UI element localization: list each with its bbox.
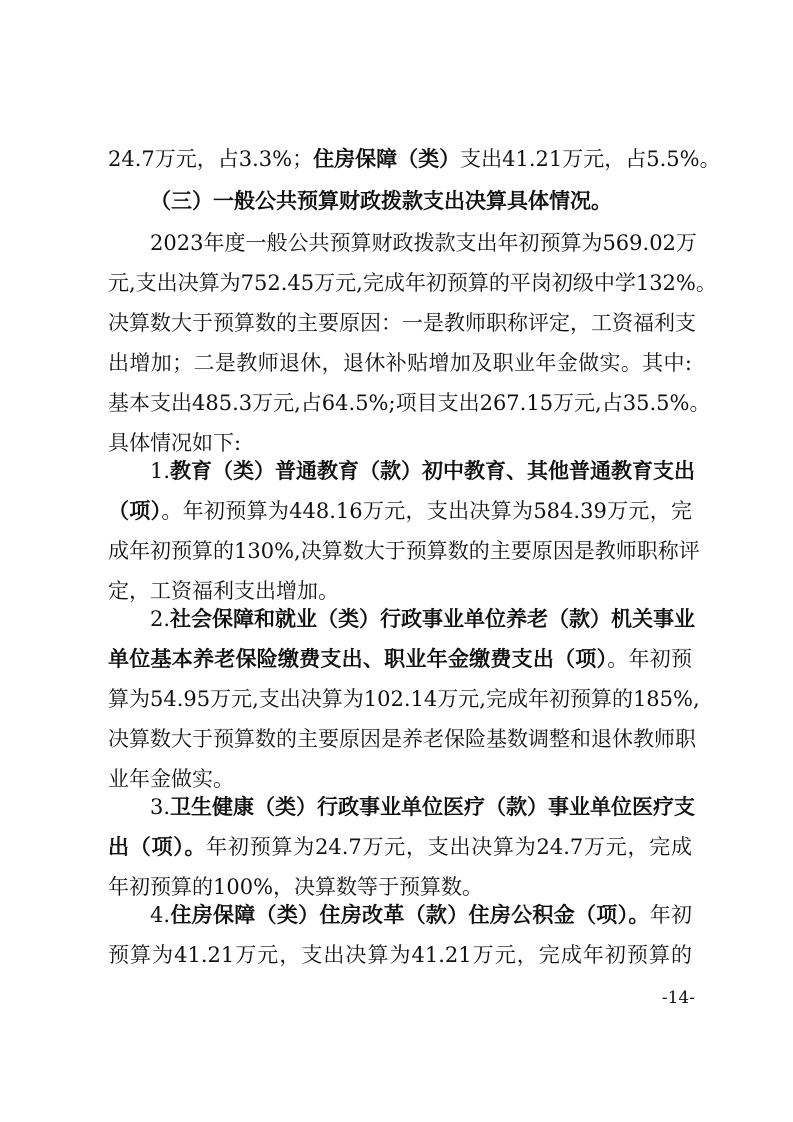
text-span: 决算数大于预算数的主要原因是养老保险基数调整和退休教师职 [108, 727, 696, 751]
text-line [108, 936, 692, 974]
text-line [150, 896, 692, 934]
bold-text-span: 住房保障（类） [313, 146, 461, 171]
text-span: 。年初预 [607, 647, 693, 671]
page-number: -14- [661, 988, 695, 1008]
text-span: 2023年度一般公共预算财政拨款支出年初预算为569.02万 [150, 231, 697, 255]
text-line [108, 720, 696, 758]
text-span: 支出41.21万元，占5.5%。 [460, 147, 721, 171]
text-line [108, 384, 711, 422]
item-number: 2. [150, 607, 171, 631]
text-line [108, 532, 700, 570]
text-span: 决算数大于预算数的主要原因：一是教师职称评定，工资福利支 [108, 311, 696, 335]
text-line [150, 600, 696, 638]
bold-text-span: 社会保障和就业（类）行政事业单位养老（款）机关事业 [170, 606, 696, 631]
text-span: 24.7万元，占3.3%； [108, 147, 314, 171]
text-line [108, 828, 692, 866]
text-line [108, 492, 692, 530]
text-span: 年初 [649, 903, 693, 927]
text-line [150, 452, 696, 490]
text-line [150, 788, 696, 826]
text-span: 算为54.95万元,支出决算为102.14万元,完成年初预算的185%, [108, 687, 700, 711]
text-line [108, 640, 692, 678]
text-line [108, 680, 700, 718]
item-number: 4. [150, 903, 171, 927]
text-span: 定，工资福利支出增加。 [108, 579, 339, 603]
item-number: 3. [150, 795, 171, 819]
text-span: 元,支出决算为752.45万元,完成年初预算的平岗初级中学132%。 [108, 271, 717, 295]
text-span: 成年初预算的130%,决算数大于预算数的主要原因是教师职称评 [108, 539, 700, 563]
bold-text-span: 教育（类）普通教育（款）初中教育、其他普通教育支出 [170, 458, 696, 483]
heading-text: （三）一般公共预算财政拨款支出决算具体情况。 [150, 188, 612, 213]
text-span: 。年初预算为448.16万元，支出决算为584.39万元，完 [161, 499, 692, 523]
text-span: 具体情况如下: [108, 431, 242, 455]
bold-text-span: 卫生健康（类）行政事业单位医疗（款）事业单位医疗支 [170, 794, 696, 819]
text-span: 基本支出485.3万元,占64.5%;项目支出267.15万元,占35.5%。 [108, 391, 711, 415]
text-line [108, 304, 696, 342]
text-line [150, 224, 697, 262]
text-span: 出增加；二是教师退休，退休补贴增加及职业年金做实。其中: [108, 351, 692, 375]
bold-text-span: 出（项）。 [108, 834, 207, 859]
text-line [108, 140, 721, 178]
text-line [108, 264, 717, 302]
item-number: 1. [150, 459, 171, 483]
bold-text-span: 住房保障（类）住房改革（款）住房公积金（项）。 [170, 902, 650, 927]
text-span: 业年金做实。 [108, 767, 234, 791]
bold-text-span: 单位基本养老保险缴费支出、职业年金缴费支出（项） [108, 646, 608, 671]
text-line [108, 344, 692, 382]
text-span: 年初预算的100%，决算数等于预算数。 [108, 875, 484, 899]
bold-text-span: （项） [108, 498, 162, 523]
text-span: 预算为41.21万元，支出决算为41.21万元，完成年初预算的 [108, 943, 692, 967]
text-span: 年初预算为24.7万元，支出决算为24.7万元，完成 [206, 835, 693, 859]
section-heading [150, 182, 692, 220]
